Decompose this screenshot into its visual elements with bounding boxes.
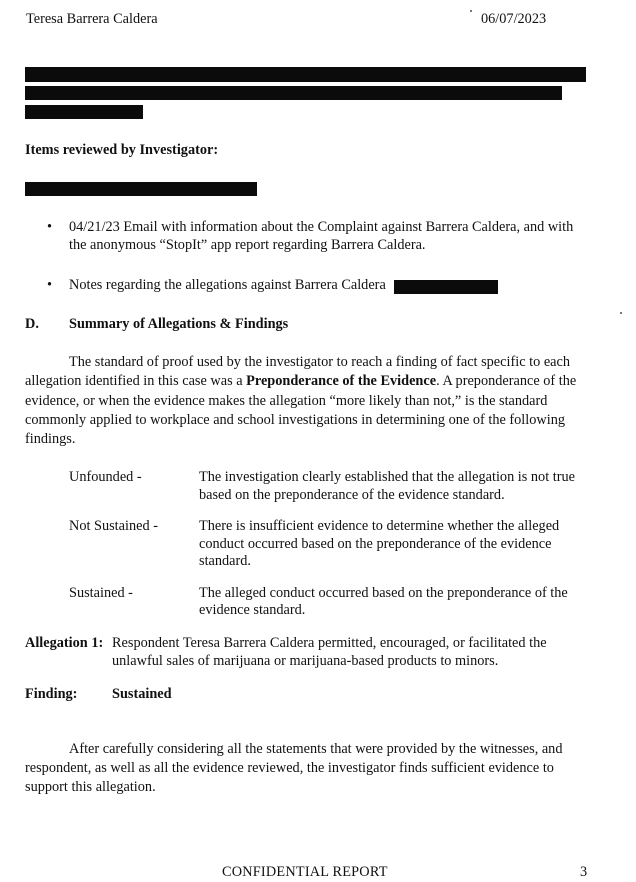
bullet-item-2: Notes regarding the allegations against Barrera Caldera (69, 277, 386, 293)
definition-text: evidence standard. (199, 602, 306, 618)
allegation-text: Respondent Teresa Barrera Caldera permitted, encouraged, or facilitated the (112, 635, 547, 651)
paragraph-line: evidence, or when the evidence makes the allegation “more likely than not,” is the standard (25, 393, 548, 409)
definition-text: The investigation clearly established that the allegation is not true (199, 469, 575, 485)
bullet-icon: • (47, 219, 53, 235)
redaction-block (25, 67, 586, 82)
paragraph-line: respondent, as well as all the evidence reviewed, the investigator finds sufficient evidence to (25, 760, 554, 776)
bullet-item-1-line-1: 04/21/23 Email with information about the Complaint against Barrera Caldera, and with (69, 219, 574, 235)
page-number: 3 (580, 864, 588, 880)
header-name: Teresa Barrera Caldera (26, 11, 158, 27)
finding-label: Finding: (25, 686, 78, 702)
paragraph-line: findings. (25, 431, 76, 447)
allegation-text: unlawful sales of marijuana or marijuana-based products to minors. (112, 653, 499, 669)
definition-term: Not Sustained - (69, 518, 158, 534)
scan-mark (470, 10, 472, 12)
redaction-block (25, 86, 562, 100)
paragraph-line: After carefully considering all the statements that were provided by the witnesses, and (69, 741, 563, 757)
scan-mark (620, 312, 622, 314)
finding-value: Sustained (112, 686, 172, 702)
header-date: 06/07/2023 (481, 11, 547, 27)
definition-text: based on the preponderance of the evidence standard. (199, 487, 505, 503)
bullet-icon: • (47, 277, 53, 293)
allegation-label: Allegation 1: (25, 635, 104, 651)
paragraph-line: The standard of proof used by the investigator to reach a finding of fact specific to each (69, 354, 570, 370)
paragraph-line: support this allegation. (25, 779, 156, 795)
definition-term: Unfounded - (69, 469, 142, 485)
paragraph-line: commonly applied to workplace and school investigations in determining one of the following (25, 412, 565, 428)
emphasis-text: Preponderance of the Evidence (246, 373, 437, 389)
paragraph-line (25, 373, 576, 390)
text-run: allegation identified in this case was a (25, 373, 247, 389)
definition-text: standard. (199, 553, 252, 569)
redaction-block (394, 280, 498, 294)
definition-text: conduct occurred based on the preponderance of the evidence (199, 536, 552, 552)
redaction-block (25, 182, 257, 196)
section-title: Summary of Allegations & Findings (69, 316, 289, 332)
text-run: . A preponderance of the (436, 373, 577, 389)
items-reviewed-heading: Items reviewed by Investigator: (25, 142, 219, 158)
redaction-block (25, 105, 143, 119)
definition-term: Sustained - (69, 585, 133, 601)
section-letter: D. (25, 316, 39, 332)
bullet-item-1-line-2: the anonymous “StopIt” app report regarding Barrera Caldera. (69, 237, 426, 253)
definition-text: There is insufficient evidence to determine whether the alleged (199, 518, 560, 534)
definition-text: The alleged conduct occurred based on the preponderance of the (199, 585, 568, 601)
footer-label: CONFIDENTIAL REPORT (222, 864, 388, 880)
